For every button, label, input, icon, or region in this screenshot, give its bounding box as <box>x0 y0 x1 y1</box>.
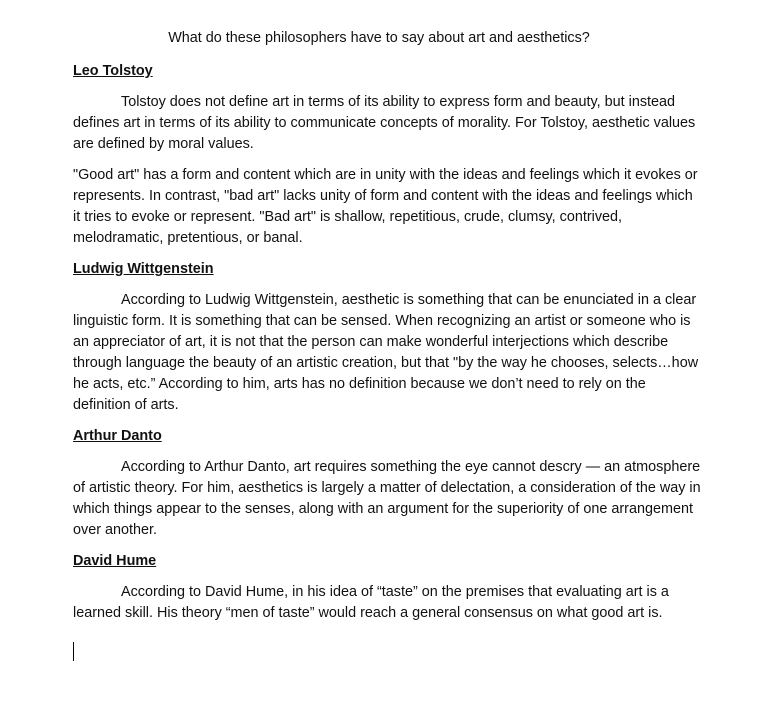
section-heading-danto: Arthur Danto <box>73 428 162 444</box>
section-wittgenstein <box>73 259 703 416</box>
section-heading-wittgenstein: Ludwig Wittgenstein <box>73 261 214 277</box>
document-title: What do these philosophers have to say about art and aesthetics? <box>168 30 590 46</box>
section-tolstoy <box>73 61 703 249</box>
paragraph-wittgenstein-1: According to Ludwig Wittgenstein, aesthetic is something that can be enunciated in a clear linguistic form. It is something that can be sensed. When recognizing an artist or someone who is an appreciator of art, it is not that the person can make wonderful interjections which describe through language the beauty of an artistic creation, but that "by the way he chooses, selects…how he acts, etc.” According to him, arts has no definition because we don’t need to rely on the definition of arts. <box>73 292 699 413</box>
paragraph-tolstoy-1: Tolstoy does not define art in terms of its ability to express form and beauty, but instead defines art in terms of its ability to communicate concepts of morality. For Tolstoy, aesthetic values are defined by moral values. <box>73 94 696 152</box>
section-danto <box>73 426 703 541</box>
section-heading-hume: David Hume <box>73 553 157 569</box>
paragraph-hume-1: According to David Hume, in his idea of “taste” on the premises that evaluating art is a learned skill. His theory “men of taste” would reach a general consensus on what good art is. <box>73 584 669 621</box>
paragraph-tolstoy-2: "Good art" has a form and content which are in unity with the ideas and feelings which it evokes or represents. In contrast, "bad art" lacks unity of form and content with the ideas and feelings which it tries to evoke or represent. "Bad art" is shallow, repetitious, crude, clumsy, contrived, melodramatic, pretentious, or banal. <box>73 167 698 246</box>
text-cursor[interactable] <box>73 642 74 661</box>
section-heading-tolstoy: Leo Tolstoy <box>73 63 153 79</box>
paragraph-danto-1: According to Arthur Danto, art requires something the eye cannot descry — an atmosphere of artistic theory. For him, aesthetics is largely a matter of delectation, a consideration of the way in which things appear to the senses, along with an argument for the superiority of one arrangement over another. <box>73 459 701 538</box>
document-page[interactable] <box>73 28 703 634</box>
section-hume <box>73 551 703 624</box>
